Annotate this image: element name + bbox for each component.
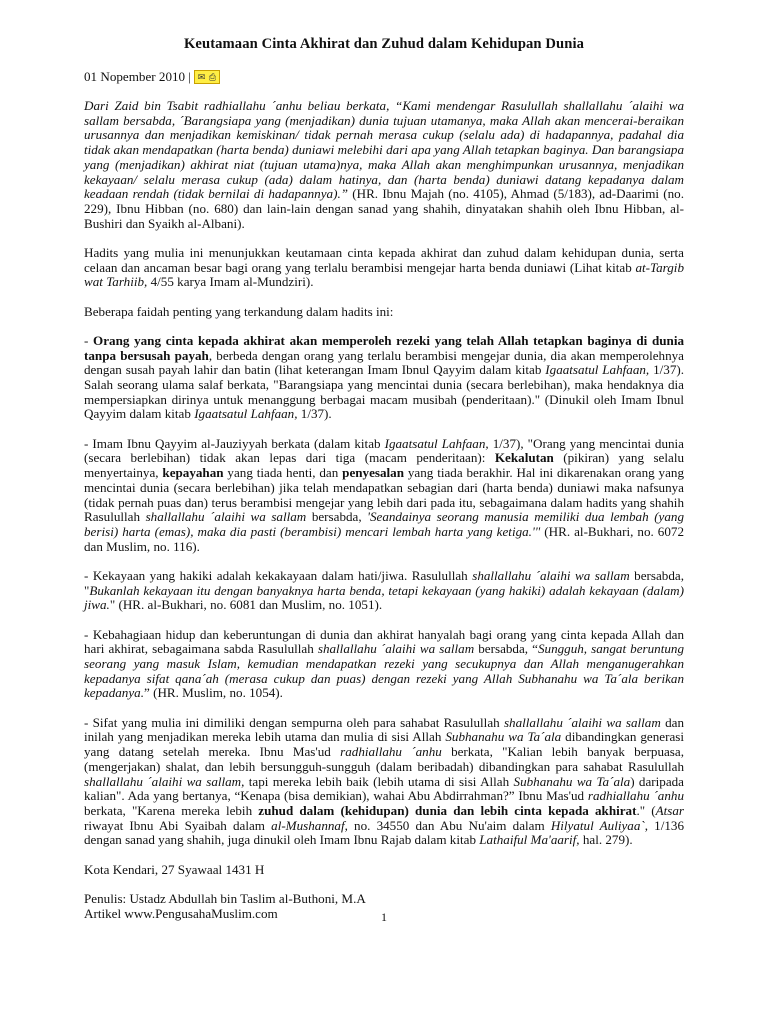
benefit-2-text: - Imam Ibnu Qayyim al-Jauziyyah berkata (dalam kitab — [84, 435, 385, 451]
book-title: Igaatsatul Lahfaan, — [545, 362, 650, 378]
honorific: shallallahu ´alaihi wa sallam — [503, 714, 661, 730]
book-title: Igaatsatul Lahfaan, — [384, 435, 489, 451]
honorific: radhiallahu ´anhu — [587, 788, 684, 804]
email-icon[interactable]: ✉ — [197, 72, 206, 82]
benefit-paragraph-3 — [84, 569, 684, 613]
share-icons — [194, 70, 220, 84]
honorific: shallallahu ´alaihi wa sallam — [317, 641, 475, 657]
page-title: Keutamaan Cinta Akhirat dan Zuhud dalam Kehidupan Dunia — [183, 36, 585, 52]
intro-paragraph — [84, 246, 684, 290]
benefit-4-reference: ” (HR. Muslim, no. 1054). — [144, 685, 283, 701]
honorific: Subhanahu wa Ta´ala — [445, 729, 562, 745]
honorific: shallallahu ´alaihi wa sallam — [145, 509, 307, 525]
honorific: shallallahu ´alaihi wa sallam — [472, 567, 630, 583]
hadith-text: Dari Zaid bin Tsabit radhiallahu ´anhu beliau berkata, “Kami mendengar Rasulullah shallallahu ´alaihi wa sallam bersabda, ´Barangsiapa yang (menjadikan) dunia tujuan utamanya, maka Allah akan mencerai-beraikan urusannya dan menjadikan kemiskinan/ tidak pernah merasa cukup (selalu ada) di hadapannya, padahal dia tidak akan mendapatkan (harta benda) duniawi melebihi dari apa yang Allah tetapkan baginya. Dan barangsiapa yang (menjadikan) akhirat niat (tujuan utama)nya, maka Allah akan menghimpunkan urusannya, menjadikan kekayaan/ selalu merasa cukup (ada) dalam hatinya, dan (harta benda) duniawi datang kepadanya dalam keadaan rendah (tidak bernilai di hadapannya).” — [84, 98, 684, 202]
benefit-5-text-10: no. 34550 dan Abu Nu'aim dalam — [347, 817, 551, 833]
hadith-quote: Bukanlah kekayaan itu dengan banyaknya harta benda, tetapi kekayaan (yang hakiki) adalah kekayaan (dalam) jiwa. — [84, 582, 684, 613]
benefit-5-text-11: , 1/136 dengan sanad yang shahih, juga dinukil oleh Imam Ibnu Rajab dalam kitab — [84, 817, 684, 848]
benefit-1-bold: Orang yang cinta kepada akhirat akan memperoleh rezeki yang telah Allah tetapkan baginya di dunia tanpa bersusah payah — [84, 332, 685, 363]
honorific: radhiallahu ´anhu — [340, 744, 442, 760]
benefit-2-reference: (HR. al-Bukhari, no. 6072 dan Muslim, no. 116). — [84, 523, 684, 554]
hadith-paragraph — [84, 99, 684, 231]
benefit-paragraph-1 — [84, 334, 684, 422]
intro-text-end: 4/55 karya Imam al-Mundziri). — [147, 274, 314, 290]
benefit-5-text-6: ) daripada kalian". Ada yang bertanya, “Kenapa (bisa demikian), wahai Abu Abdirrahman?” Ibnu Mas'ud — [84, 773, 684, 804]
book-title: at-Targib wat Tarhiib, — [84, 259, 684, 290]
author-line: Penulis: Ustadz Abdullah bin Taslim al-Buthoni, M.A — [84, 890, 366, 906]
book-title: Hilyatul Auliyaa` — [550, 817, 645, 833]
benefit-2-text-5: yang tiada berakhir. Hal ini dikarenakan orang yang mencintai dunia (secara berlebihan) jika telah mendapatkan sebagian dari (harta benda) duniawi maka nafsunya (tidak pernah puas dan) terus berambisi mengejar yang lebih dari pada itu, sebagaimana dalam hadits yang shahih Rasulullah — [84, 465, 684, 525]
place-date: Kota Kendari, 27 Syawaal 1431 H — [84, 861, 265, 877]
benefit-3-text-2: bersabda, " — [84, 567, 684, 598]
benefit-paragraph-2 — [84, 437, 684, 555]
keyword-bold: zuhud dalam (kehidupan) dunia dan lebih cinta kepada akhirat — [258, 802, 637, 818]
benefit-2-text-6: bersabda, — [306, 509, 368, 525]
page-number: 1 — [381, 910, 387, 924]
benefit-4-text-2: bersabda, “ — [474, 641, 538, 657]
honorific: shallallahu ´alaihi wa sallam, — [84, 773, 245, 789]
benefit-2-text-3: (pikiran) yang selalu menyertainya, — [84, 450, 685, 481]
atsar-label: Atsar — [655, 802, 684, 818]
post-date: 01 Nopember 2010 | — [84, 69, 191, 84]
keyword-bold: Kekalutan — [494, 450, 554, 466]
benefit-5-text: - Sifat yang mulia ini dimiliki dengan sempurna oleh para sahabat Rasulullah — [84, 714, 504, 730]
book-title: Lathaiful Ma'aarif, — [479, 832, 580, 848]
benefit-1-text-2: 1/37). Salah seorang ulama salaf berkata, "Barangsiapa yang mencintai dunia (secara berlebihan), maka hendaknya dia mempersiapkan dirinya untuk menanggung berbagai macam musibah (penderitaan)." (Dinukil oleh Imam Ibnul Qayyim dalam kitab — [84, 362, 684, 422]
benefit-5-text-3: dibandingkan generasi yang datang setelah mereka. Ibnu Mas'ud — [84, 729, 684, 760]
intro-text: Hadits yang mulia ini menunjukkan keutamaan cinta kepada akhirat dan zuhud dalam kehidupan dunia, serta celaan dan ancaman besar bagi orang yang terlalu berambisi mengejar harta benda duniawi (Lihat kitab — [84, 244, 684, 275]
benefit-5-text-5: tapi mereka lebih baik (lebih utama di sisi Allah — [244, 773, 514, 789]
benefit-paragraph-5 — [84, 716, 684, 848]
benefit-2-text-2: 1/37), "Orang yang mencintai dunia (secara berlebihan) tidak akan lepas dari tiga (macam penderitaan): — [84, 435, 684, 466]
benefits-heading: Beberapa faidah penting yang terkandung dalam hadits ini: — [84, 303, 394, 319]
print-icon[interactable]: ⎙ — [208, 72, 217, 82]
keyword-bold: kepayahan — [162, 465, 224, 481]
benefit-1-text-3: 1/37). — [297, 406, 332, 422]
benefit-5-text-8: ." ( — [636, 802, 656, 818]
benefit-3-reference: " (HR. al-Bukhari, no. 6081 dan Muslim, no. 1051). — [109, 597, 383, 613]
book-title: al-Mushannaf, — [271, 817, 348, 833]
benefit-1-text: , berbeda dengan orang yang terlalu berambisi mengejar dunia, dia akan memperolehnya dengan susah payah lahir dan batin (lihat keterangan Imam Ibnul Qayyim dalam kitab — [84, 347, 684, 378]
benefit-5-text-7: berkata, "Karena mereka lebih — [84, 802, 259, 818]
benefit-3-text: - Kekayaan yang hakiki adalah kekakayaan dalam hati/jiwa. Rasulullah — [84, 567, 473, 583]
book-title: Igaatsatul Lahfaan, — [194, 406, 298, 422]
benefit-5-reference: hal. 279). — [579, 832, 633, 848]
bullet: - — [84, 332, 94, 348]
hadith-quote: Sungguh, sangat beruntung seorang yang masuk Islam, kemudian mendapatkan rezeki yang secukupnya dan Allah menganugerahkan kepadanya sifat qana´ah (merasa cukup dan puas) dengan rezeki yang Allah Subhanahu wa Ta´ala berikan kepadanya. — [84, 641, 684, 701]
benefit-4-text: - Kebahagiaan hidup dan keberuntungan di dunia dan akhirat hanyalah bagi orang yang cinta kepada Allah dan hari akhirat, sebagaimana sabda Rasulullah — [84, 626, 684, 657]
benefit-5-text-4: berkata, "Kalian lebih banyak berpuasa, (mengerjakan) shalat, dan lebih bersungguh-sungguh (dalam beribadah) dibandingkan para sahabat Rasulullah — [84, 744, 684, 774]
honorific: Subhanahu wa Ta´ala — [513, 773, 631, 789]
source-line: Artikel www.PengusahaMuslim.com — [84, 905, 278, 921]
benefit-5-text-2: dan inilah yang menjadikan mereka lebih utama dan mulia di sisi Allah — [84, 714, 684, 745]
keyword-bold: penyesalan — [342, 465, 404, 481]
benefit-5-text-9: riwayat Ibnu Abi Syaibah dalam — [84, 817, 272, 833]
hadith-quote: 'Seandainya seorang manusia memiliki dua lembah (yang berisi) harta (emas), maka dia pasti (berambisi) mencari lembah harta yang ketiga.'" — [84, 509, 685, 539]
benefit-paragraph-4 — [84, 628, 684, 702]
benefit-2-text-4: yang tiada henti, dan — [223, 465, 343, 481]
post-meta — [84, 69, 684, 85]
hadith-reference: (HR. Ibnu Majah (no. 4105), Ahmad (5/183), ad-Daarimi (no. 229), Ibnu Hibban (no. 680) dan lain-lain dengan sanad yang shahih, dinyatakan shahih oleh Ibnu Hibban, al-Bushiri dan Syaikh al-Albani). — [84, 186, 684, 231]
